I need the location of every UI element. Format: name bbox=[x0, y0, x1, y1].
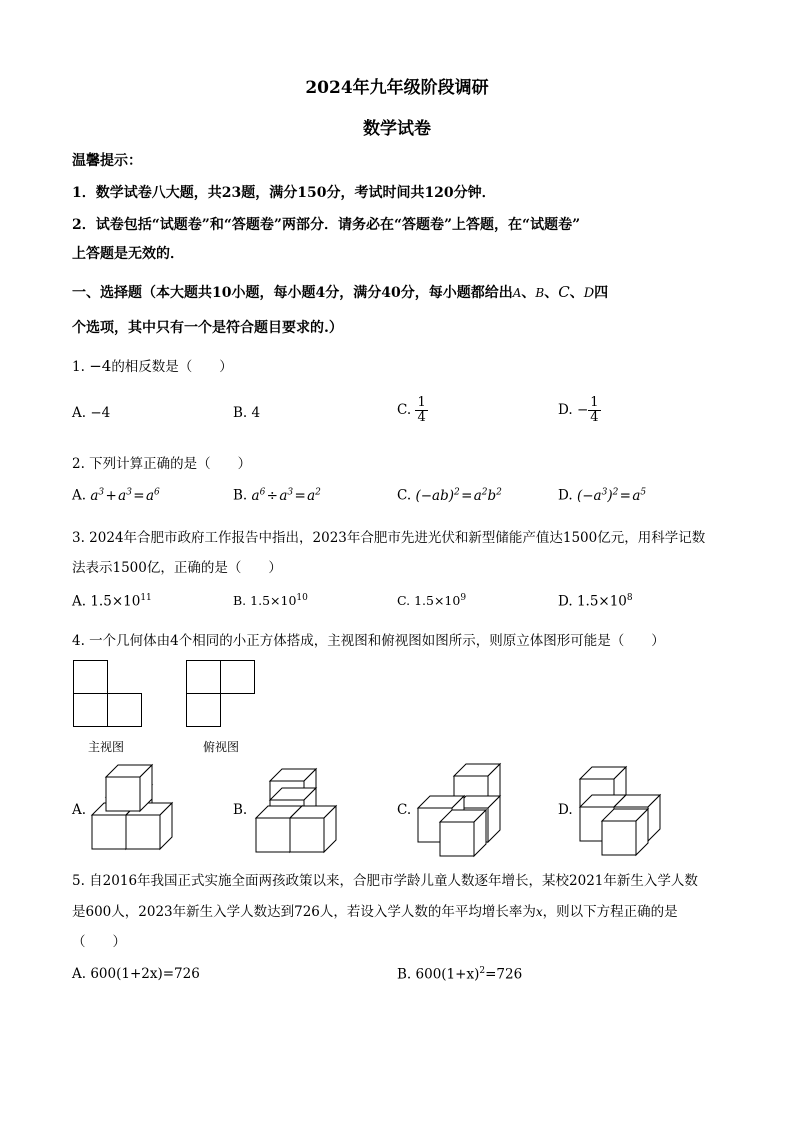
q1-stem: 的相反数是（ ） bbox=[111, 359, 233, 375]
q3-b-label: B. bbox=[233, 593, 247, 609]
q4-option-d-label[interactable]: D. bbox=[558, 802, 573, 818]
cube-4 bbox=[106, 765, 152, 811]
q3-a-exp: 11 bbox=[140, 593, 152, 603]
q3-option-d[interactable] bbox=[558, 593, 633, 610]
question-5-line-1: 5. 自2016年我国正式实施全面两孩政策以来，合肥市学龄儿童人数逐年增长，某校2021年新生入学人数 bbox=[72, 873, 698, 889]
q1-d-den: 4 bbox=[590, 410, 599, 425]
q1-a-value: −4 bbox=[90, 405, 111, 421]
question-3-line-1: 3. 2024年合肥市政府工作报告中指出，2023年合肥市先进光伏和新型储能产值达1500亿元，用科学记数 bbox=[72, 530, 706, 546]
q1-b-label: B. bbox=[233, 405, 248, 421]
page-title: 2024年九年级阶段调研 bbox=[305, 78, 489, 98]
section-heading-line-2: 个选项，其中只有一个是符合题目要求的.） bbox=[72, 320, 343, 336]
section-heading-tail: 四 bbox=[594, 285, 609, 301]
q5-option-a[interactable] bbox=[72, 966, 200, 982]
question-3-line-2: 法表示1500亿，正确的是（ ） bbox=[72, 560, 282, 576]
q1-number: 1. bbox=[72, 359, 85, 375]
q1-d-num: 1 bbox=[590, 395, 599, 410]
q3-option-b[interactable] bbox=[233, 593, 308, 608]
q2-a-label: A. bbox=[72, 487, 87, 504]
q2-c-label: C. bbox=[397, 487, 412, 504]
q2-option-b[interactable] bbox=[233, 487, 321, 504]
tips-line-2a: 2．试卷包括“试题卷”和“答题卷”两部分．请务必在“答题卷”上答题，在“试题卷” bbox=[72, 217, 581, 233]
q3-c-base: 1.5×10 bbox=[414, 593, 461, 609]
q4-option-a-figure[interactable] bbox=[92, 763, 182, 853]
q3-d-base: 1.5×10 bbox=[576, 593, 627, 610]
q3-c-label: C. bbox=[397, 593, 411, 609]
q1-c-num: 1 bbox=[417, 395, 426, 410]
q1-b-value: 4 bbox=[251, 405, 261, 421]
tips-heading: 温馨提示： bbox=[72, 153, 142, 169]
q5-variable: x bbox=[535, 905, 543, 919]
tips-line-1: 1．数学试卷八大题，共23题，满分150分，考试时间共120分钟． bbox=[72, 185, 496, 201]
question-1 bbox=[72, 355, 233, 375]
q5-option-b[interactable] bbox=[397, 966, 522, 983]
option-letter-d: D bbox=[583, 286, 595, 301]
q3-d-label: D. bbox=[558, 593, 573, 610]
q1-option-a[interactable] bbox=[72, 405, 110, 421]
q3-c-exp: 9 bbox=[460, 593, 467, 603]
q1-option-b[interactable] bbox=[233, 405, 260, 421]
q4-option-c-label[interactable]: C. bbox=[397, 802, 412, 818]
top-view-caption: 俯视图 bbox=[203, 740, 240, 754]
section-heading-text: 一、选择题（本大题共10小题，每小题4分，满分40分，每小题都给出 bbox=[72, 285, 513, 301]
question-2: 2. 下列计算正确的是（ ） bbox=[72, 456, 252, 472]
cube-4 bbox=[602, 809, 648, 855]
q4-option-b-figure[interactable] bbox=[254, 766, 344, 856]
q1-option-c[interactable] bbox=[397, 396, 428, 425]
front-view-caption: 主视图 bbox=[88, 740, 125, 754]
q1-c-den: 4 bbox=[417, 410, 426, 425]
q3-b-exp: 10 bbox=[296, 593, 308, 603]
q1-d-fraction bbox=[588, 396, 600, 425]
front-view-diagram bbox=[73, 660, 143, 728]
option-letter-c: C bbox=[558, 283, 570, 301]
q3-a-base: 1.5×10 bbox=[90, 593, 141, 610]
option-letter-a: A bbox=[512, 286, 522, 300]
cube-4 bbox=[440, 810, 486, 856]
q1-option-d[interactable] bbox=[558, 396, 601, 425]
q1-a-label: A. bbox=[72, 405, 87, 421]
q2-d-label: D. bbox=[558, 487, 573, 504]
tips-line-2b: 上答题是无效的． bbox=[72, 246, 184, 262]
q1-expr: −4 bbox=[89, 357, 112, 375]
q3-option-a[interactable] bbox=[72, 593, 152, 610]
q2-a-expr: $a^3$ + $a^3$ = $a^6$ bbox=[90, 487, 160, 504]
q5-b-pre: 600(1+x) bbox=[415, 966, 480, 983]
q1-c-label: C. bbox=[397, 402, 412, 418]
q1-d-label: D. bbox=[558, 402, 573, 418]
q3-b-base: 1.5×10 bbox=[250, 593, 297, 609]
option-letter-b: B bbox=[535, 286, 545, 300]
question-5-line-2 bbox=[72, 900, 678, 920]
q4-option-d-figure[interactable] bbox=[580, 765, 670, 855]
question-4: 4. 一个几何体由4个相同的小正方体搭成，主视图和俯视图如图所示，则原立体图形可能是（ ） bbox=[72, 633, 665, 649]
q3-a-label: A. bbox=[72, 593, 87, 610]
q2-option-d[interactable] bbox=[558, 487, 646, 504]
q4-option-b-label[interactable]: B. bbox=[233, 802, 248, 818]
q2-d-expr: $(-a^3)^2$ = $a^5$ bbox=[576, 487, 647, 504]
question-5-line-3: （ ） bbox=[72, 934, 126, 950]
q5-b-exp: 2 bbox=[479, 966, 486, 976]
q2-b-label: B. bbox=[233, 487, 248, 504]
q2-option-a[interactable] bbox=[72, 487, 160, 504]
q5-a-value: 600(1+2x)=726 bbox=[90, 966, 200, 982]
q2-b-expr: $a^6$ ÷ $a^3$ = $a^2$ bbox=[251, 487, 321, 504]
top-view-diagram bbox=[186, 660, 256, 728]
q1-d-sign: − bbox=[576, 402, 589, 418]
q3-option-c[interactable] bbox=[397, 593, 466, 608]
q1-c-fraction bbox=[415, 396, 427, 425]
q5-a-label: A. bbox=[72, 966, 87, 982]
q2-option-c[interactable] bbox=[397, 487, 502, 504]
q5-stem-2b: ，则以下方程正确的是 bbox=[542, 904, 678, 920]
q5-b-post: =726 bbox=[485, 966, 523, 983]
q4-option-c-figure[interactable] bbox=[416, 762, 516, 858]
section-heading: 一、选择题（本大题共10小题，每小题4分，满分40分，每小题都给出A、B、C、D四 bbox=[72, 283, 609, 301]
cube-4 bbox=[290, 806, 336, 852]
q3-d-exp: 8 bbox=[626, 593, 633, 603]
q5-b-label: B. bbox=[397, 966, 412, 983]
q2-c-expr: $(-ab)^2$ = $a^2b^2$ bbox=[415, 487, 502, 504]
q4-option-a-label[interactable]: A. bbox=[72, 802, 87, 818]
page-subtitle: 数学试卷 bbox=[363, 119, 431, 139]
q5-stem-2a: 是600人，2023年新生入学人数达到726人，若设入学人数的年平均增长率为 bbox=[72, 904, 536, 920]
